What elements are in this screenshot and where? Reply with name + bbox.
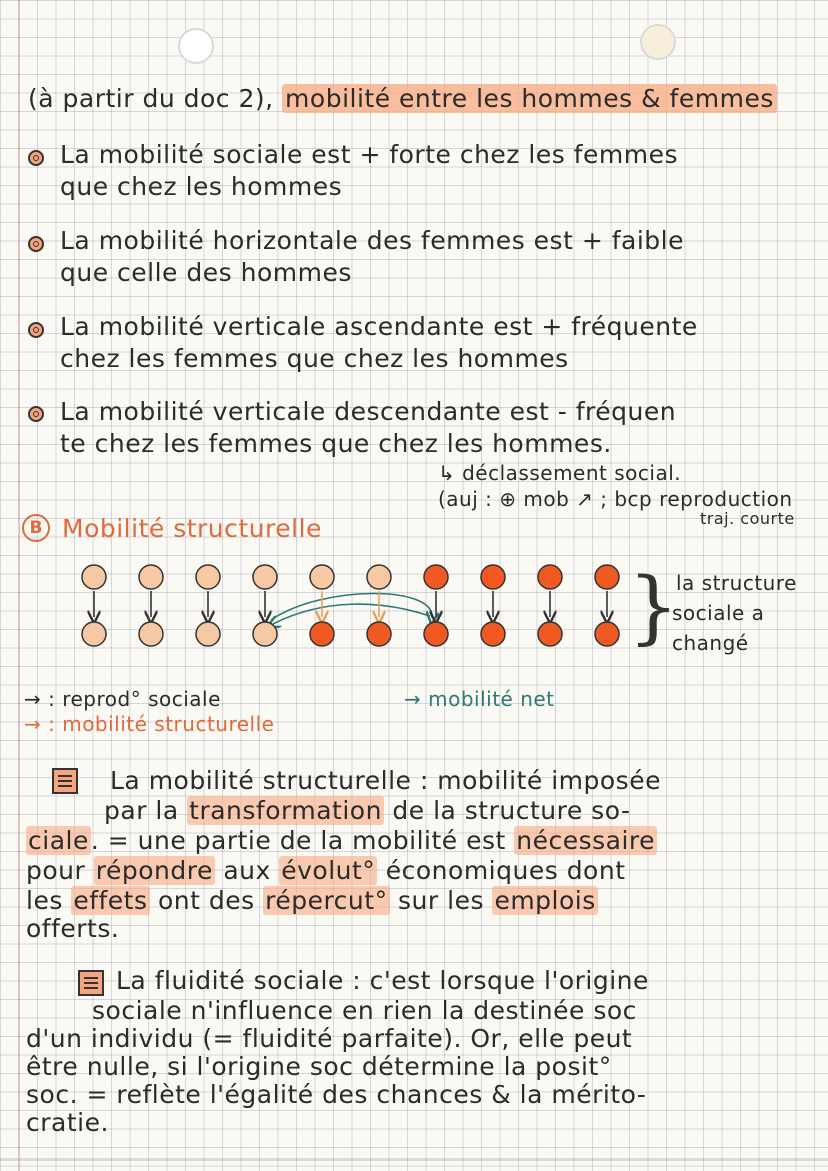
destination-circle [595,622,619,646]
origin-circle [253,565,277,589]
bullet-2-line-1: La mobilité horizontale des femmes est + faible [60,226,684,255]
bullet-2-line-2: que celle des hommes [60,258,352,287]
margin-line [18,0,20,1171]
origin-circle [82,565,106,589]
source-ref: (à partir du doc 2), [28,84,274,113]
brace-label-2: sociale a [672,601,765,625]
destination-circle [82,622,106,646]
section-title: Mobilité structurelle [62,514,322,543]
brace-label-3: changé [672,631,749,655]
note-traj: traj. courte [700,509,795,528]
brace-label-1: la structure [676,571,797,595]
def-structurelle-line-3: ciale. = une partie de la mobilité est nécessaire [28,826,656,855]
bottom-rule [0,1158,828,1161]
bullet-1-line-1: La mobilité sociale est + forte chez les femmes [60,140,678,169]
def-fluidite-line-6: cratie. [26,1108,109,1137]
legend-nette: → mobilité net [404,687,555,711]
bullet-4-line-1: La mobilité verticale descendante est - fréquen [60,397,677,426]
destination-circle [253,622,277,646]
bullet-icon [28,150,44,166]
net-mobility-arrow [271,593,432,620]
bullet-icon [28,322,44,338]
origin-circle [310,565,334,589]
destination-circle [310,622,334,646]
bullet-4-line-2: te chez les femmes que chez les hommes. [60,429,612,458]
origin-circle [424,565,448,589]
origin-circle [367,565,391,589]
origin-circle [196,565,220,589]
def-fluidite-line-3: d'un individu (= fluidité parfaite). Or, elle peut [26,1024,633,1053]
header-line [28,84,777,113]
origin-circle [538,565,562,589]
def-fluidite-line-2: sociale n'influence en rien la destinée soc [92,996,637,1025]
origin-circle [595,565,619,589]
note-auj: (auj : ⊕ mob ↗ ; bcp reproduction [438,487,793,511]
note-icon [52,768,78,794]
destination-circle [481,622,505,646]
def-structurelle-line-6: offerts. [26,914,120,943]
legend-structurelle: → : mobilité structurelle [24,712,275,736]
note-icon [78,970,104,996]
destination-circle [196,622,220,646]
destination-circle [139,622,163,646]
brace-icon: } [628,560,679,653]
def-fluidite-line-4: être nulle, si l'origine soc détermine la posit° [26,1052,612,1081]
def-structurelle-line-4: pour répondre aux évolut° économiques dont [26,856,626,885]
punch-hole-left [178,28,214,64]
destination-circle [424,622,448,646]
origin-circle [481,565,505,589]
def-structurelle-line-1: La mobilité structurelle : mobilité imposée [110,766,661,795]
bullet-1-line-2: que chez les hommes [60,172,343,201]
bullet-icon [28,406,44,422]
header-highlight: mobilité entre les hommes & femmes [282,84,777,113]
bullet-icon [28,236,44,252]
def-fluidite-line-5: soc. = reflète l'égalité des chances & la mérito- [26,1080,647,1109]
def-fluidite-line-1: La fluidité sociale : c'est lorsque l'origine [116,966,649,995]
def-structurelle-line-2: par la transformation de la structure so- [104,796,631,825]
origin-circle [139,565,163,589]
bullet-3-line-2: chez les femmes que chez les hommes [60,344,569,373]
def-structurelle-line-5: les effets ont des répercut° sur les emplois [26,886,596,915]
note-declassement: ↳ déclassement social. [438,461,682,485]
legend-reproduction: → : reprod° sociale [24,687,221,711]
destination-circle [538,622,562,646]
section-letter-badge: B [22,514,50,542]
destination-circle [367,622,391,646]
punch-hole-right [640,24,676,60]
mobility-diagram [70,555,630,655]
bullet-3-line-1: La mobilité verticale ascendante est + fréquente [60,312,698,341]
